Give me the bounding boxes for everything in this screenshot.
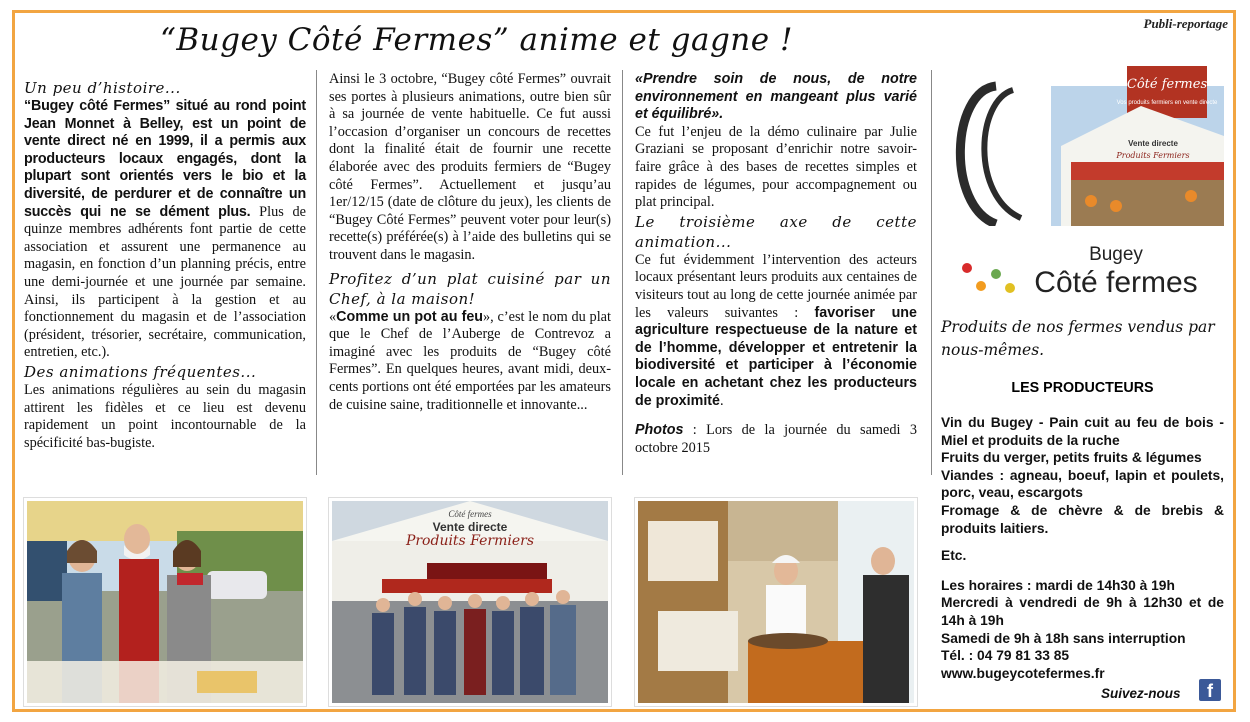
animations-paragraph: Les animations régulières au sein du magasin attirent les fidèles et ce lieu est devenu rapidement un point incontournable de la spécificité bas-bugiste. — [24, 381, 306, 451]
demo-paragraph: Ce fut l’enjeu de la démo culinaire par Julie Graziani se proposant d’enrichir notre savoir-faire grâce à des bases de recettes simples et rapides de légumes, pour accompagnement ou plat principal. — [635, 123, 917, 211]
demo-quote: «Prendre soin de nous, de notre environnement en mangeant plus varié et équilibré». — [635, 71, 917, 123]
photo-shop-group — [329, 498, 611, 706]
hours-line: Mercredi à vendredi de 9h à 12h30 et de 14h à 19h — [941, 595, 1224, 628]
shop-exterior-photo — [941, 66, 1224, 226]
column-1 — [24, 78, 306, 452]
shop-sign-brand: Côté fermes — [448, 509, 492, 519]
history-text: Plus de quinze membres adhérents font partie de cette association et assurent une permanence au magasin, en fonction d’un planning précis, entre une demi-journée et une journée par semaine. Ainsi, ils participent à la gestion et au fonctionnement du magasin et de l’association (président, trésorier, secrétaire, communication, entretien, etc.). — [24, 203, 306, 361]
history-intro-bold: “Bugey côté Fermes” situé au rond point Jean Monnet à Belley, est un point de vente direct né en 1999, il a permis aux producteurs locaux engagés, dont la plupart sont orientés vers le bio et la diversité, de perdurer et de connaître un succès qui ne se dément plus. — [24, 98, 306, 220]
shop-sign-small-direct: Vente directe — [1128, 139, 1178, 148]
shop-banner-brand: Côté fermes — [1126, 77, 1208, 92]
photo-stand-volunteers — [24, 498, 306, 706]
photos-caption-text: : Lors de la journée du samedi 3 octobre 2015 — [635, 422, 917, 456]
brand-logo-graphic — [941, 240, 1224, 306]
publi-reportage-label: Publi-reportage — [1143, 16, 1228, 31]
shop-sign-direct: Vente directe — [432, 520, 508, 534]
producers-etc: Etc. — [941, 548, 967, 564]
shop-sign-small-products: Produits Fermiers — [1116, 151, 1190, 160]
photos-caption — [635, 422, 917, 457]
page-title: “Bugey Côté Fermes” anime et gagne ! — [160, 22, 793, 58]
column-divider-3 — [931, 70, 932, 475]
photo-cooking-demo — [635, 498, 917, 706]
values-paragraph — [635, 252, 917, 410]
brand-big-text: Côté fermes — [1034, 266, 1198, 299]
photos-label: Photos — [635, 422, 684, 439]
column-divider-2 — [622, 70, 623, 475]
facebook-icon[interactable]: f — [1199, 679, 1221, 701]
photo-stand-volunteers-illustration — [27, 501, 303, 703]
shop-banner-direct-sale: Vos produits fermiers en vente directe — [1116, 100, 1218, 106]
photo-cooking-demo-illustration — [638, 501, 914, 703]
values-bold: favoriser une agriculture respectueuse de la nature et de l’homme, développer et entretenir la biodiversité et participer à l’économie locale en achetant chez les producteurs de proximité — [635, 304, 917, 409]
producer-item: Viandes : agneau, boeuf, lapin et poulets, porc, veau, escargots — [941, 467, 1224, 501]
heading-animations: Des animations fréquentes... — [24, 362, 257, 381]
shop-exterior-illustration — [941, 66, 1224, 226]
website-link[interactable]: www.bugeycotefermes.fr — [941, 665, 1105, 681]
shop-sign-products: Produits Fermiers — [405, 533, 535, 549]
chef-paragraph — [329, 309, 611, 415]
producer-item: Vin du Bugey - Pain cuit au feu de bois - Miel et produits de la ruche — [941, 415, 1224, 448]
tagline: Produits de nos fermes vendus par nous-mêmes. — [941, 318, 1215, 359]
producers-list — [941, 414, 1224, 682]
hours-line: Les horaires : mardi de 14h30 à 19h — [941, 577, 1175, 593]
brand-logo — [941, 240, 1224, 306]
values-intro: Ce fut évidemment l’intervention des acteurs locaux présentant leurs produits aux centaines de visiteurs tout au long de cette journée animée par les valeurs suivantes : — [635, 251, 917, 321]
quote-mark: « — [329, 308, 337, 325]
column-divider-1 — [316, 70, 317, 475]
history-paragraph — [24, 98, 306, 362]
column-2 — [329, 71, 611, 414]
column-3 — [635, 71, 917, 457]
photo-shop-group-illustration — [332, 501, 608, 703]
phone-number: Tél. : 04 79 81 33 85 — [941, 648, 1070, 664]
heading-history: Un peu d’histoire... — [24, 79, 181, 97]
producer-item: Fromage & de chèvre & de brebis & produits laitiers. — [941, 502, 1224, 536]
october-paragraph: Ainsi le 3 octobre, “Bugey côté Fermes” ouvrait ses portes à plusieurs animations, outre bien sûr à sa journée de vente habituelle. Ce fut aussi l’occasion d’organiser un concours de recettes dont la finalité était de fournir une recette élaborée avec des produits fermiers de “Bugey côté Fermes”. Actuellement et jusqu’au 1er/12/15 (date de clôture du jeux), les clients de “Bugey Côté Fermes” peuvent voter pour leur(s) recette(s) préférée(s) à l’aide des bulletins qui se trouvent dans le magasin. — [329, 71, 611, 263]
heading-chef: Profitez d’un plat cuisiné par un Chef, à la maison! — [329, 269, 611, 308]
producer-item: Fruits du verger, petits fruits & légumes — [941, 450, 1202, 466]
values-end: . — [720, 392, 724, 409]
hours-line: Samedi de 9h à 18h sans interruption — [941, 630, 1186, 646]
brand-small-text: Bugey — [1089, 244, 1143, 265]
chef-text: », c’est le nom du plat que le Chef de l’Auberge de Contrevoz a imaginé avec les produits de “Bugey côté Fermes”. En quelques heures, avant midi, deux-cents portions ont été emportées par les amateurs de cuisine saine, traditionnelle et innovante... — [329, 308, 611, 413]
producers-title: LES PRODUCTEURS — [1011, 380, 1154, 396]
heading-third-axis: Le troisième axe de cette animation... — [635, 212, 917, 251]
follow-us-label: Suivez-nous — [1101, 686, 1181, 701]
dish-name: Comme un pot au feu — [336, 308, 484, 325]
